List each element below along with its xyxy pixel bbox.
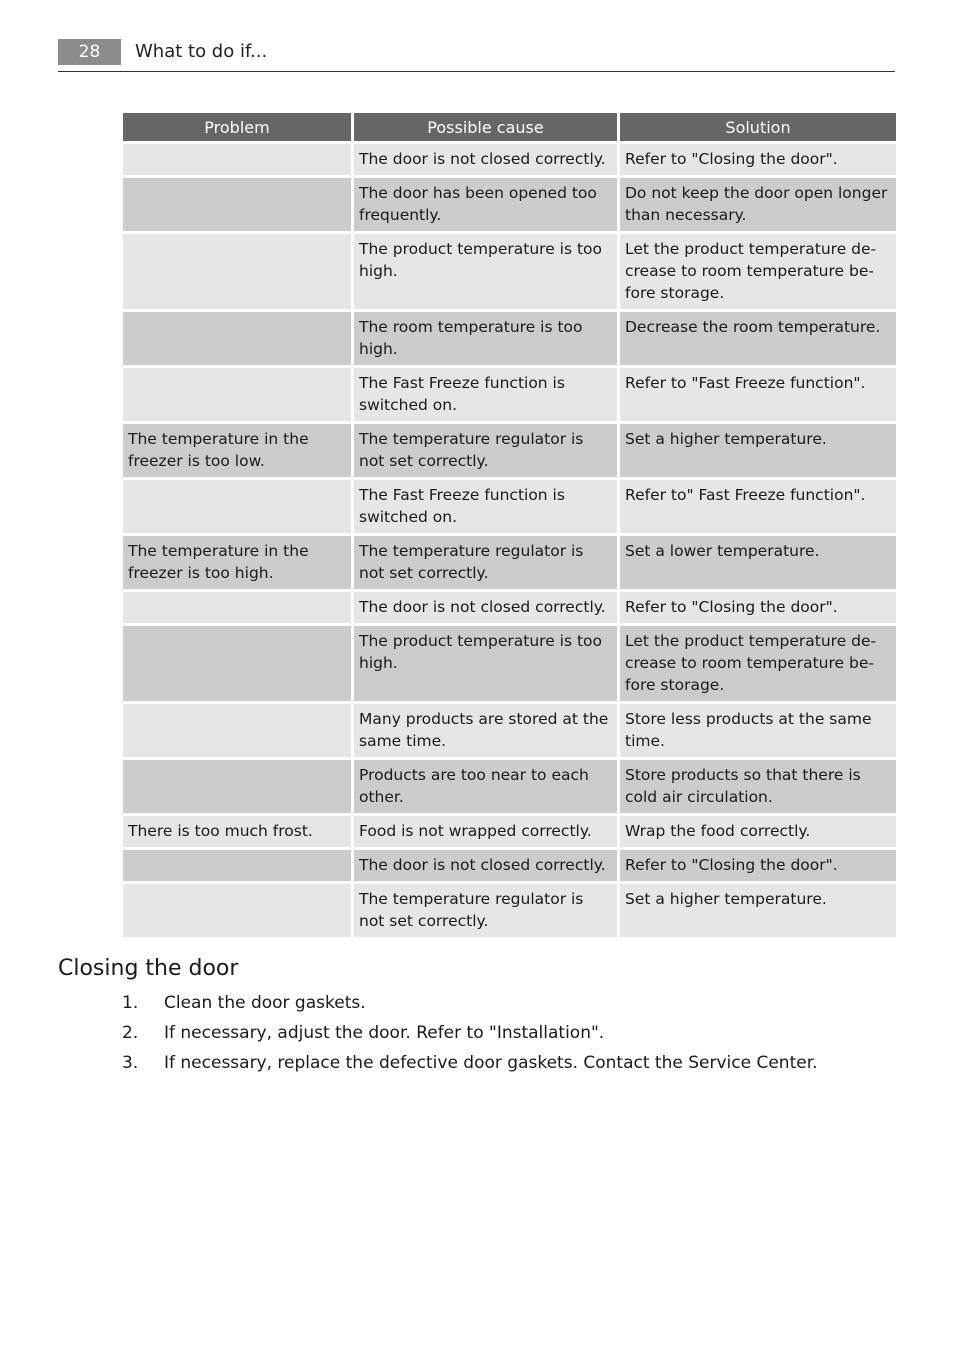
table-row	[123, 592, 896, 623]
step-text: If necessary, adjust the door. Refer to "Installation".	[164, 1023, 605, 1043]
table-row	[123, 424, 896, 477]
problem-cell	[123, 592, 351, 623]
solution-cell: Wrap the food correctly.	[620, 816, 896, 847]
cause-cell: The product temperature is too high.	[354, 234, 617, 309]
solution-cell: Refer to" Fast Freeze function".	[620, 480, 896, 533]
list-item	[58, 1048, 895, 1078]
table-row	[123, 626, 896, 701]
table-row	[123, 312, 896, 365]
solution-cell: Set a higher temperature.	[620, 884, 896, 937]
cause-cell: The door is not closed correctly.	[354, 144, 617, 175]
table-row	[123, 178, 896, 231]
solution-cell: Do not keep the door open longer than necessary.	[620, 178, 896, 231]
solution-cell: Store products so that there is cold air circulation.	[620, 760, 896, 813]
problem-cell	[123, 884, 351, 937]
list-item	[58, 1018, 895, 1048]
problem-cell	[123, 178, 351, 231]
solution-cell: Refer to "Closing the door".	[620, 144, 896, 175]
step-number: 3.	[122, 1053, 139, 1073]
table-row	[123, 760, 896, 813]
header-problem: Problem	[123, 113, 351, 141]
problem-cell	[123, 144, 351, 175]
solution-cell: Decrease the room temperature.	[620, 312, 896, 365]
cause-cell: Many products are stored at the same time.	[354, 704, 617, 757]
problem-cell: There is too much frost.	[123, 816, 351, 847]
problem-cell	[123, 760, 351, 813]
table-row	[123, 536, 896, 589]
list-item	[58, 988, 895, 1018]
problem-cell	[123, 850, 351, 881]
cause-cell: The door is not closed correctly.	[354, 592, 617, 623]
cause-cell: Food is not wrapped correctly.	[354, 816, 617, 847]
problem-cell: The temperature in the freezer is too high.	[123, 536, 351, 589]
header-solution: Solution	[620, 113, 896, 141]
solution-cell: Refer to "Closing the door".	[620, 592, 896, 623]
page-header	[58, 39, 895, 72]
header-possible-cause: Possible cause	[354, 113, 617, 141]
cause-cell: The Fast Freeze function is switched on.	[354, 480, 617, 533]
cause-cell: The product temperature is too high.	[354, 626, 617, 701]
table-row	[123, 704, 896, 757]
problem-cell	[123, 312, 351, 365]
cause-cell: The temperature regulator is not set correctly.	[354, 536, 617, 589]
problem-cell	[123, 704, 351, 757]
cause-cell: The door has been opened too frequently.	[354, 178, 617, 231]
table-row	[123, 368, 896, 421]
table-row	[123, 850, 896, 881]
cause-cell: The temperature regulator is not set correctly.	[354, 424, 617, 477]
table-row	[123, 884, 896, 937]
step-text: If necessary, replace the defective door gaskets. Contact the Service Center.	[164, 1053, 818, 1073]
solution-cell: Let the product temperature de-crease to room temperature be-fore storage.	[620, 626, 896, 701]
step-number: 2.	[122, 1023, 139, 1043]
problem-cell: The temperature in the freezer is too low.	[123, 424, 351, 477]
solution-cell: Set a higher temperature.	[620, 424, 896, 477]
problem-cell	[123, 480, 351, 533]
table-row	[123, 234, 896, 309]
solution-cell: Refer to "Fast Freeze function".	[620, 368, 896, 421]
table-row	[123, 144, 896, 175]
closing-door-heading: Closing the door	[58, 956, 239, 981]
page-number: 28	[58, 39, 121, 65]
step-text: Clean the door gaskets.	[164, 993, 366, 1013]
problem-cell	[123, 626, 351, 701]
problem-cell	[123, 234, 351, 309]
table-row	[123, 480, 896, 533]
solution-cell: Let the product temperature de-crease to room temperature be-fore storage.	[620, 234, 896, 309]
troubleshooting-table	[120, 110, 899, 940]
solution-cell: Set a lower temperature.	[620, 536, 896, 589]
cause-cell: Products are too near to each other.	[354, 760, 617, 813]
cause-cell: The Fast Freeze function is switched on.	[354, 368, 617, 421]
cause-cell: The room temperature is too high.	[354, 312, 617, 365]
closing-door-steps	[58, 988, 895, 1078]
cause-cell: The door is not closed correctly.	[354, 850, 617, 881]
section-title: What to do if...	[135, 41, 268, 62]
solution-cell: Store less products at the same time.	[620, 704, 896, 757]
solution-cell: Refer to "Closing the door".	[620, 850, 896, 881]
cause-cell: The temperature regulator is not set correctly.	[354, 884, 617, 937]
step-number: 1.	[122, 993, 139, 1013]
table-row	[123, 816, 896, 847]
table-header-row	[123, 113, 896, 141]
problem-cell	[123, 368, 351, 421]
